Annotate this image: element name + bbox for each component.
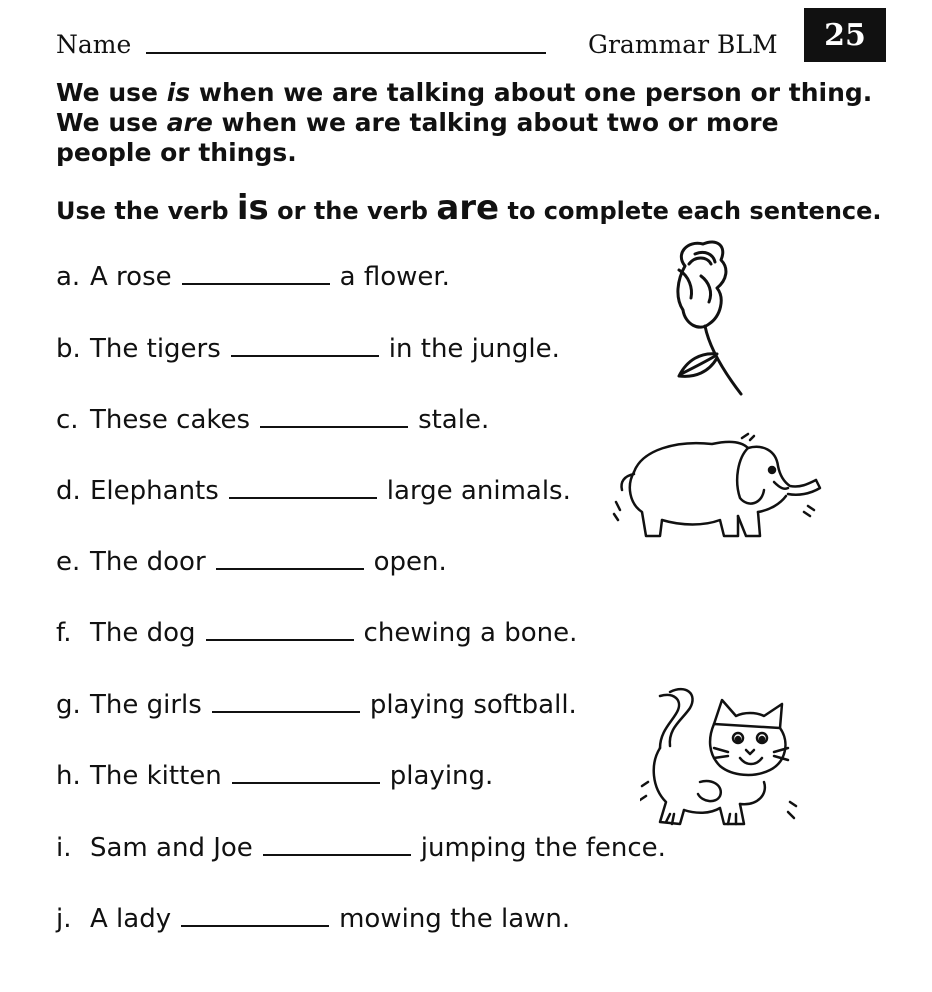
sentence-start: The girls [90, 690, 202, 720]
rule-text: We use [56, 108, 167, 137]
sentence-item-h [56, 761, 493, 791]
rule-verb-are: are [166, 108, 213, 137]
rule-verb-is: is [166, 78, 191, 107]
sentence-start: Elephants [90, 476, 219, 506]
answer-blank-c[interactable] [260, 406, 408, 428]
blm-label: Grammar BLM [588, 30, 778, 59]
sentence-item-i [56, 833, 666, 863]
sentence-start: The door [90, 547, 206, 577]
answer-blank-e[interactable] [216, 548, 364, 570]
sentence-item-c [56, 405, 489, 435]
sentence-start: A rose [90, 262, 172, 292]
sentence-start: The dog [90, 618, 196, 648]
rule-line-are [56, 108, 886, 138]
answer-blank-h[interactable] [232, 762, 380, 784]
answer-blank-f[interactable] [206, 619, 354, 641]
answer-blank-b[interactable] [231, 335, 379, 357]
name-label: Name [56, 30, 132, 59]
name-write-line[interactable] [146, 52, 546, 54]
sentence-end: mowing the lawn. [339, 904, 571, 934]
instruction-line [56, 188, 886, 228]
item-letter: h. [56, 761, 81, 791]
instruction-text: or the verb [268, 197, 437, 225]
sentence-item-e [56, 547, 447, 577]
item-letter: e. [56, 547, 81, 577]
answer-blank-a[interactable] [182, 263, 330, 285]
instruction-verb-is: is [236, 188, 269, 228]
sentence-end: playing. [389, 761, 494, 791]
answer-blank-g[interactable] [212, 691, 360, 713]
sentence-end: stale. [418, 405, 490, 435]
sentence-start: The kitten [90, 761, 222, 791]
sentence-end: open. [373, 547, 447, 577]
sentence-end: in the jungle. [388, 334, 560, 364]
rule-text: when we are talking about two or more [212, 108, 779, 137]
sentence-item-f [56, 618, 577, 648]
sentence-item-b [56, 334, 560, 364]
sentence-item-j [56, 904, 570, 934]
rose-illustration [665, 236, 765, 401]
sentence-start: These cakes [90, 405, 251, 435]
kitten-illustration [640, 682, 800, 834]
sentence-item-d [56, 476, 571, 506]
item-letter: d. [56, 476, 81, 506]
sentence-start: Sam and Joe [90, 833, 253, 863]
sentence-end: a flower. [339, 262, 450, 292]
answer-blank-d[interactable] [229, 477, 377, 499]
grammar-rule-intro [56, 78, 886, 168]
sentence-end: playing softball. [369, 690, 577, 720]
sentence-end: jumping the fence. [420, 833, 666, 863]
sentence-end: large animals. [386, 476, 571, 506]
elephant-illustration [612, 432, 827, 547]
answer-blank-j[interactable] [181, 905, 329, 927]
sentence-end: chewing a bone. [363, 618, 578, 648]
worksheet-header [56, 17, 886, 66]
rule-text: when we are talking about one person or thing. [190, 78, 873, 107]
rule-line-is [56, 78, 886, 108]
rule-line-continued: people or things. [56, 138, 297, 167]
instruction-text: Use the verb [56, 197, 237, 225]
instruction-verb-are: are [436, 188, 500, 228]
rule-text: We use [56, 78, 167, 107]
sentence-item-a [56, 262, 450, 292]
item-letter: b. [56, 334, 81, 364]
item-letter: i. [56, 833, 72, 863]
item-letter: a. [56, 262, 81, 292]
blm-number-badge: 25 [804, 8, 886, 62]
item-letter: c. [56, 405, 79, 435]
sentence-item-g [56, 690, 577, 720]
instruction-text: to complete each sentence. [499, 197, 882, 225]
sentence-start: A lady [90, 904, 172, 934]
answer-blank-i[interactable] [263, 834, 411, 856]
item-letter: g. [56, 690, 81, 720]
item-letter: j. [56, 904, 72, 934]
item-letter: f. [56, 618, 72, 648]
sentence-start: The tigers [90, 334, 221, 364]
